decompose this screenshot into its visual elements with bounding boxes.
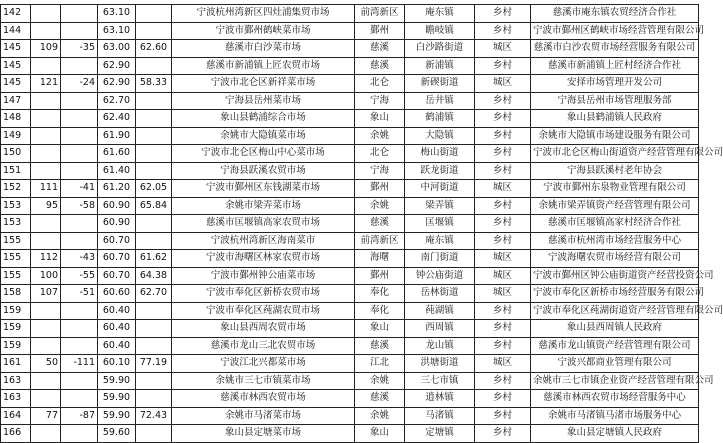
market-name-cell: 宁波市北仑区梅山中心菜市场 xyxy=(172,145,355,163)
score-cell: 60.70 xyxy=(98,232,136,250)
market-name-cell: 慈溪市匡堰镇高家农贸市场 xyxy=(172,215,355,233)
prev-score-cell: 61.62 xyxy=(136,250,172,268)
district-cell: 鄞州 xyxy=(355,22,405,40)
prev-score-cell xyxy=(136,302,172,320)
prev-score-cell: 77.19 xyxy=(136,355,172,373)
score-cell: 62.90 xyxy=(98,75,136,93)
score-cell: 60.60 xyxy=(98,285,136,303)
rank-cell: 155 xyxy=(1,232,31,250)
town-cell: 梅山街道 xyxy=(405,145,475,163)
rank-change-cell xyxy=(61,92,98,110)
area-type-cell: 城区 xyxy=(475,250,531,268)
score-cell: 60.10 xyxy=(98,355,136,373)
table-row xyxy=(1,145,699,163)
area-type-cell: 乡村 xyxy=(475,425,531,443)
rank-cell: 163 xyxy=(1,390,31,408)
area-type-cell: 乡村 xyxy=(475,110,531,128)
score-cell: 62.90 xyxy=(98,57,136,75)
town-cell: 新浦镇 xyxy=(405,57,475,75)
area-type-cell: 乡村 xyxy=(475,215,531,233)
rank-change-cell xyxy=(61,302,98,320)
district-cell: 余姚 xyxy=(355,407,405,425)
prev-score-cell: 64.38 xyxy=(136,267,172,285)
town-cell: 瞻岐镇 xyxy=(405,22,475,40)
market-name-cell: 宁波市鄞州鹤峡菜市场 xyxy=(172,22,355,40)
town-cell: 西周镇 xyxy=(405,320,475,338)
table-row xyxy=(1,320,699,338)
prev-score-cell: 65.84 xyxy=(136,197,172,215)
district-cell: 慈溪 xyxy=(355,390,405,408)
operator-cell: 象山县定塘镇人民政府 xyxy=(531,425,699,443)
prev-score-cell xyxy=(136,5,172,23)
rank-change-cell: -111 xyxy=(61,355,98,373)
prev-rank-cell: 77 xyxy=(31,407,61,425)
prev-rank-cell xyxy=(31,390,61,408)
prev-rank-cell xyxy=(31,320,61,338)
district-cell: 慈溪 xyxy=(355,57,405,75)
rank-cell: 152 xyxy=(1,180,31,198)
market-name-cell: 慈溪市龙山三北农贸市场 xyxy=(172,337,355,355)
table-row xyxy=(1,267,699,285)
operator-cell: 宁波海曙农贸市场经营有限公司 xyxy=(531,250,699,268)
district-cell: 江北 xyxy=(355,355,405,373)
area-type-cell: 城区 xyxy=(475,285,531,303)
market-name-cell: 宁波市奉化区新桥农贸市场 xyxy=(172,285,355,303)
rank-change-cell: -24 xyxy=(61,75,98,93)
market-name-cell: 宁波杭州湾新区海南菜市 xyxy=(172,232,355,250)
prev-rank-cell: 50 xyxy=(31,355,61,373)
district-cell: 余姚 xyxy=(355,127,405,145)
prev-score-cell xyxy=(136,92,172,110)
market-name-cell: 宁波江北兴都菜市场 xyxy=(172,355,355,373)
area-type-cell: 城区 xyxy=(475,180,531,198)
table-row xyxy=(1,215,699,233)
district-cell: 象山 xyxy=(355,110,405,128)
area-type-cell: 乡村 xyxy=(475,337,531,355)
rank-change-cell: -55 xyxy=(61,267,98,285)
prev-rank-cell xyxy=(31,127,61,145)
rank-change-cell xyxy=(61,110,98,128)
rank-cell: 151 xyxy=(1,162,31,180)
area-type-cell: 乡村 xyxy=(475,22,531,40)
operator-cell: 宁波市鄞州区钟公庙街道资产经营投资公司 xyxy=(531,267,699,285)
operator-cell: 宁海县跃溪村老年协会 xyxy=(531,162,699,180)
prev-rank-cell xyxy=(31,302,61,320)
town-cell: 莼湖镇 xyxy=(405,302,475,320)
score-cell: 59.90 xyxy=(98,372,136,390)
rank-cell: 158 xyxy=(1,285,31,303)
market-name-cell: 象山县定塘菜市场 xyxy=(172,425,355,443)
town-cell: 鹤浦镇 xyxy=(405,110,475,128)
prev-score-cell xyxy=(136,215,172,233)
district-cell: 北仑 xyxy=(355,145,405,163)
operator-cell: 安择市场管理开发公司 xyxy=(531,75,699,93)
prev-score-cell: 62.60 xyxy=(136,40,172,58)
area-type-cell: 城区 xyxy=(475,355,531,373)
rank-change-cell: -87 xyxy=(61,407,98,425)
area-type-cell: 乡村 xyxy=(475,407,531,425)
market-name-cell: 宁波市北仑区新祥菜市场 xyxy=(172,75,355,93)
market-name-cell: 宁波杭州湾新区四灶浦集贸市场 xyxy=(172,5,355,23)
rank-cell: 153 xyxy=(1,215,31,233)
score-cell: 61.20 xyxy=(98,180,136,198)
prev-score-cell xyxy=(136,162,172,180)
operator-cell: 慈溪市杭州湾市场经营服务中心 xyxy=(531,232,699,250)
area-type-cell: 乡村 xyxy=(475,390,531,408)
score-cell: 59.90 xyxy=(98,407,136,425)
rank-cell: 164 xyxy=(1,407,31,425)
rank-change-cell xyxy=(61,162,98,180)
district-cell: 象山 xyxy=(355,320,405,338)
prev-rank-cell xyxy=(31,162,61,180)
market-name-cell: 宁波市海曙区林家农贸市场 xyxy=(172,250,355,268)
score-cell: 62.70 xyxy=(98,92,136,110)
area-type-cell: 乡村 xyxy=(475,92,531,110)
rank-cell: 159 xyxy=(1,337,31,355)
prev-rank-cell xyxy=(31,92,61,110)
town-cell: 马渚镇 xyxy=(405,407,475,425)
market-name-cell: 余姚市梁弄菜市场 xyxy=(172,197,355,215)
area-type-cell: 乡村 xyxy=(475,197,531,215)
prev-score-cell: 58.33 xyxy=(136,75,172,93)
town-cell: 大隐镇 xyxy=(405,127,475,145)
prev-score-cell xyxy=(136,337,172,355)
table-row xyxy=(1,337,699,355)
prev-score-cell xyxy=(136,127,172,145)
operator-cell: 象山县鹤浦镇人民政府 xyxy=(531,110,699,128)
rank-cell: 150 xyxy=(1,145,31,163)
operator-cell: 慈溪市龙山镇资产经营管理有限公司 xyxy=(531,337,699,355)
table-row xyxy=(1,407,699,425)
rank-change-cell: -43 xyxy=(61,250,98,268)
operator-cell: 余姚市梁弄镇资产经营管理有限公司 xyxy=(531,197,699,215)
area-type-cell: 乡村 xyxy=(475,302,531,320)
market-name-cell: 象山县西周农贸市场 xyxy=(172,320,355,338)
table-row xyxy=(1,127,699,145)
town-cell: 岳井镇 xyxy=(405,92,475,110)
district-cell: 宁海 xyxy=(355,162,405,180)
market-name-cell: 宁波市奉化区莼湖农贸市场 xyxy=(172,302,355,320)
rank-change-cell xyxy=(61,127,98,145)
town-cell: 匡堰镇 xyxy=(405,215,475,233)
table-row xyxy=(1,22,699,40)
district-cell: 鄞州 xyxy=(355,267,405,285)
town-cell: 三七市镇 xyxy=(405,372,475,390)
score-cell: 63.00 xyxy=(98,40,136,58)
area-type-cell: 乡村 xyxy=(475,372,531,390)
market-name-cell: 余姚市大隐镇菜市场 xyxy=(172,127,355,145)
prev-score-cell xyxy=(136,145,172,163)
market-name-cell: 慈溪市白沙菜市场 xyxy=(172,40,355,58)
prev-rank-cell: 100 xyxy=(31,267,61,285)
area-type-cell: 乡村 xyxy=(475,232,531,250)
district-cell: 奉化 xyxy=(355,285,405,303)
score-cell: 63.10 xyxy=(98,5,136,23)
rank-cell: 142 xyxy=(1,5,31,23)
operator-cell: 宁波市奉化区莼湖街道资产经营管理有限公司 xyxy=(531,302,699,320)
score-cell: 61.40 xyxy=(98,162,136,180)
prev-rank-cell: 107 xyxy=(31,285,61,303)
operator-cell: 象山县西周镇人民政府 xyxy=(531,320,699,338)
score-cell: 60.90 xyxy=(98,197,136,215)
town-cell: 钟公庙街道 xyxy=(405,267,475,285)
operator-cell: 余姚市马渚镇马渚市场服务中心 xyxy=(531,407,699,425)
score-cell: 60.40 xyxy=(98,302,136,320)
score-cell: 59.60 xyxy=(98,425,136,443)
town-cell: 岳林街道 xyxy=(405,285,475,303)
prev-score-cell xyxy=(136,22,172,40)
score-cell: 60.40 xyxy=(98,337,136,355)
rank-change-cell xyxy=(61,320,98,338)
area-type-cell: 乡村 xyxy=(475,162,531,180)
operator-cell: 宁波市鄞州区鹤峡市场经营管理有限公司 xyxy=(531,22,699,40)
table-row xyxy=(1,425,699,443)
prev-rank-cell: 95 xyxy=(31,197,61,215)
prev-score-cell xyxy=(136,232,172,250)
rank-cell: 166 xyxy=(1,425,31,443)
table-row xyxy=(1,40,699,58)
operator-cell: 宁波市奉化区新桥市场经营服务有限公司 xyxy=(531,285,699,303)
table-row xyxy=(1,372,699,390)
market-name-cell: 宁波市鄞州钟公庙菜市场 xyxy=(172,267,355,285)
table-row xyxy=(1,5,699,23)
prev-rank-cell xyxy=(31,145,61,163)
prev-score-cell xyxy=(136,390,172,408)
prev-rank-cell xyxy=(31,5,61,23)
score-cell: 61.60 xyxy=(98,145,136,163)
table-row xyxy=(1,355,699,373)
table-row xyxy=(1,232,699,250)
town-cell: 定塘镇 xyxy=(405,425,475,443)
rank-change-cell xyxy=(61,425,98,443)
table-row xyxy=(1,250,699,268)
area-type-cell: 城区 xyxy=(475,40,531,58)
table-row xyxy=(1,197,699,215)
district-cell: 象山 xyxy=(355,425,405,443)
table-row xyxy=(1,92,699,110)
market-name-cell: 宁海县跃溪农贸市场 xyxy=(172,162,355,180)
rank-change-cell xyxy=(61,57,98,75)
area-type-cell: 城区 xyxy=(475,75,531,93)
prev-rank-cell xyxy=(31,232,61,250)
operator-cell: 慈溪市匡堰镇高家村经济合作社 xyxy=(531,215,699,233)
prev-rank-cell xyxy=(31,337,61,355)
rank-change-cell: -35 xyxy=(61,40,98,58)
score-cell: 60.40 xyxy=(98,320,136,338)
rank-change-cell xyxy=(61,390,98,408)
table-row xyxy=(1,162,699,180)
operator-cell: 宁海县岳州市场管理服务部 xyxy=(531,92,699,110)
rank-cell: 155 xyxy=(1,250,31,268)
table-row xyxy=(1,302,699,320)
district-cell: 鄞州 xyxy=(355,180,405,198)
town-cell: 龙山镇 xyxy=(405,337,475,355)
district-cell: 慈溪 xyxy=(355,215,405,233)
district-cell: 北仑 xyxy=(355,75,405,93)
prev-rank-cell xyxy=(31,110,61,128)
operator-cell: 宁波市北仑区梅山街道资产经营管理有限公司 xyxy=(531,145,699,163)
rank-change-cell xyxy=(61,22,98,40)
rank-cell: 163 xyxy=(1,372,31,390)
rank-cell: 145 xyxy=(1,75,31,93)
area-type-cell: 乡村 xyxy=(475,5,531,23)
district-cell: 慈溪 xyxy=(355,40,405,58)
table-row xyxy=(1,180,699,198)
rank-change-cell xyxy=(61,232,98,250)
market-name-cell: 余姚市三七市镇菜市场 xyxy=(172,372,355,390)
operator-cell: 慈溪市林西农贸市场经营服务中心 xyxy=(531,390,699,408)
operator-cell: 慈溪市庵东镇农贸经济合作社 xyxy=(531,5,699,23)
prev-score-cell xyxy=(136,57,172,75)
prev-score-cell: 62.05 xyxy=(136,180,172,198)
market-name-cell: 慈溪市新浦镇上匠农贸市场 xyxy=(172,57,355,75)
rank-change-cell: -58 xyxy=(61,197,98,215)
operator-cell: 余姚市三七市镇企业资产经营管理有限公司 xyxy=(531,372,699,390)
town-cell: 中河街道 xyxy=(405,180,475,198)
district-cell: 慈溪 xyxy=(355,337,405,355)
prev-rank-cell xyxy=(31,372,61,390)
rank-cell: 161 xyxy=(1,355,31,373)
prev-rank-cell xyxy=(31,425,61,443)
town-cell: 白沙路街道 xyxy=(405,40,475,58)
prev-rank-cell: 109 xyxy=(31,40,61,58)
score-cell: 60.70 xyxy=(98,250,136,268)
rank-cell: 155 xyxy=(1,267,31,285)
prev-score-cell xyxy=(136,372,172,390)
rank-cell: 153 xyxy=(1,197,31,215)
rank-change-cell: -41 xyxy=(61,180,98,198)
district-cell: 余姚 xyxy=(355,197,405,215)
score-cell: 59.90 xyxy=(98,390,136,408)
table-row xyxy=(1,57,699,75)
district-cell: 余姚 xyxy=(355,372,405,390)
rank-change-cell xyxy=(61,372,98,390)
prev-rank-cell xyxy=(31,57,61,75)
table-body xyxy=(1,5,723,443)
prev-score-cell xyxy=(136,110,172,128)
rank-cell: 144 xyxy=(1,22,31,40)
table-row xyxy=(1,75,699,93)
rank-change-cell: -51 xyxy=(61,285,98,303)
operator-cell: 慈溪市白沙农贸市场经营服务有限公司 xyxy=(531,40,699,58)
town-cell: 洪塘街道 xyxy=(405,355,475,373)
table-row xyxy=(1,110,699,128)
prev-rank-cell: 112 xyxy=(31,250,61,268)
rank-cell: 145 xyxy=(1,40,31,58)
prev-rank-cell xyxy=(31,215,61,233)
rank-change-cell xyxy=(61,337,98,355)
score-cell: 60.70 xyxy=(98,267,136,285)
market-name-cell: 余姚市马渚菜市场 xyxy=(172,407,355,425)
district-cell: 前湾新区 xyxy=(355,232,405,250)
operator-cell: 慈溪市新浦镇上匠村经济合作社 xyxy=(531,57,699,75)
score-cell: 62.40 xyxy=(98,110,136,128)
table-row xyxy=(1,390,699,408)
town-cell: 逍林镇 xyxy=(405,390,475,408)
operator-cell: 余姚市大隐镇市场建设服务有限公司 xyxy=(531,127,699,145)
area-type-cell: 乡村 xyxy=(475,145,531,163)
town-cell: 南门街道 xyxy=(405,250,475,268)
rank-cell: 159 xyxy=(1,320,31,338)
score-cell: 63.10 xyxy=(98,22,136,40)
prev-rank-cell: 121 xyxy=(31,75,61,93)
prev-rank-cell xyxy=(31,22,61,40)
table-row xyxy=(1,285,699,303)
operator-cell: 宁波兴都商业管理有限公司 xyxy=(531,355,699,373)
rank-cell: 145 xyxy=(1,57,31,75)
prev-score-cell: 72.43 xyxy=(136,407,172,425)
prev-score-cell xyxy=(136,425,172,443)
town-cell: 梁弄镇 xyxy=(405,197,475,215)
area-type-cell: 乡村 xyxy=(475,127,531,145)
score-cell: 61.90 xyxy=(98,127,136,145)
rank-cell: 147 xyxy=(1,92,31,110)
rank-change-cell xyxy=(61,5,98,23)
district-cell: 前湾新区 xyxy=(355,5,405,23)
prev-score-cell xyxy=(136,320,172,338)
area-type-cell: 乡村 xyxy=(475,320,531,338)
operator-cell: 宁波市鄞州东泉物业管理有限公司 xyxy=(531,180,699,198)
district-cell: 宁海 xyxy=(355,92,405,110)
rank-change-cell xyxy=(61,215,98,233)
market-name-cell: 象山县鹤浦综合市场 xyxy=(172,110,355,128)
town-cell: 庵东镇 xyxy=(405,232,475,250)
prev-rank-cell: 111 xyxy=(31,180,61,198)
area-type-cell: 乡村 xyxy=(475,57,531,75)
rank-cell: 149 xyxy=(1,127,31,145)
district-cell: 海曙 xyxy=(355,250,405,268)
rank-cell: 159 xyxy=(1,302,31,320)
market-ranking-table xyxy=(0,4,723,443)
score-cell: 60.90 xyxy=(98,215,136,233)
town-cell: 跃龙街道 xyxy=(405,162,475,180)
town-cell: 庵东镇 xyxy=(405,5,475,23)
area-type-cell: 城区 xyxy=(475,267,531,285)
rank-cell: 148 xyxy=(1,110,31,128)
town-cell: 新碶街道 xyxy=(405,75,475,93)
district-cell: 奉化 xyxy=(355,302,405,320)
prev-score-cell: 62.70 xyxy=(136,285,172,303)
market-name-cell: 慈溪市林西农贸市场 xyxy=(172,390,355,408)
rank-change-cell xyxy=(61,145,98,163)
market-name-cell: 宁波市鄞州区东钱湖菜市场 xyxy=(172,180,355,198)
market-name-cell: 宁海县岳州菜市场 xyxy=(172,92,355,110)
